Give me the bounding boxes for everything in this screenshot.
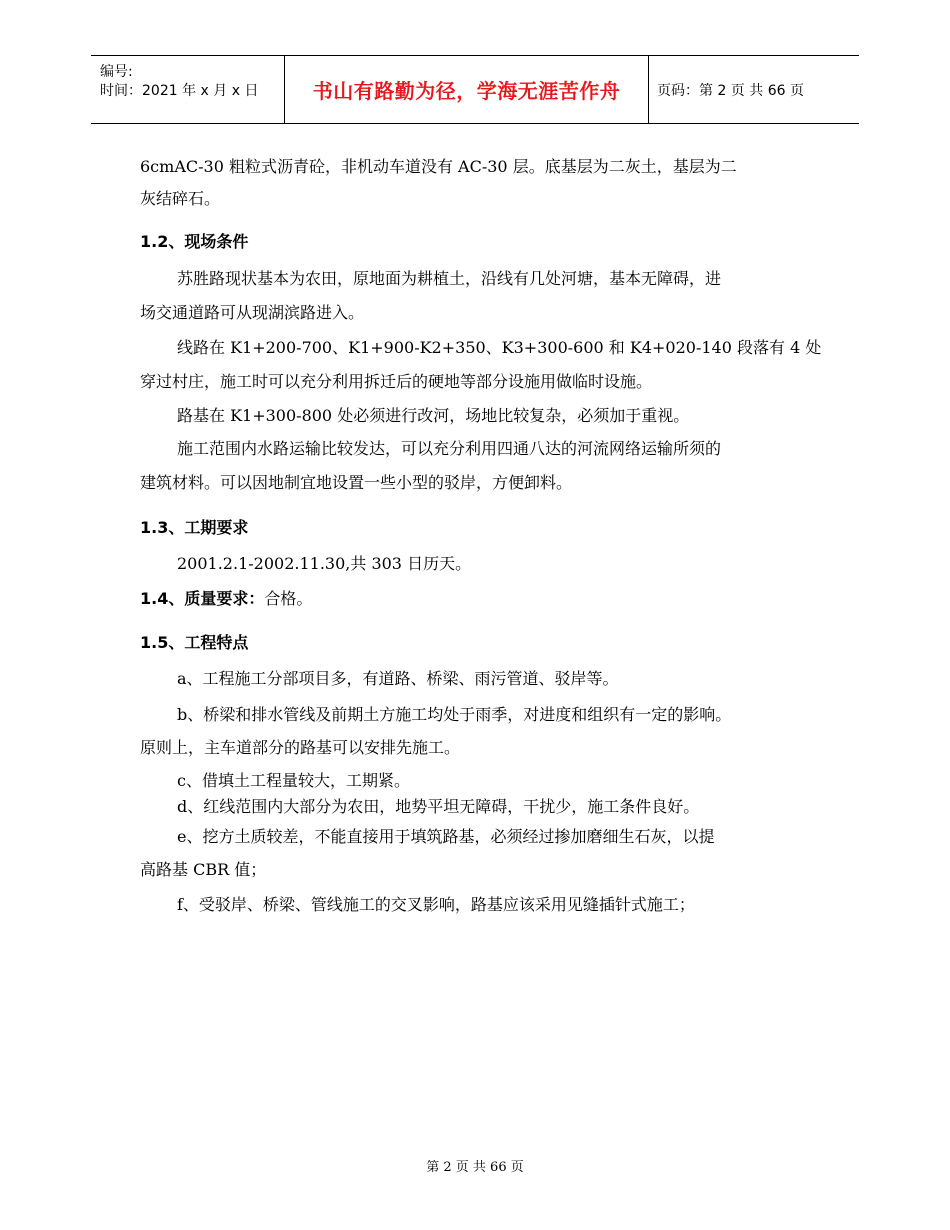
paragraph-line: 原则上，主车道部分的路基可以安排先施工。 bbox=[140, 738, 461, 757]
paragraph-line: b、桥梁和排水管线及前期土方施工均处于雨季，对进度和组织有一定的影响。 bbox=[177, 705, 732, 724]
section-heading: 1.4、质量要求： bbox=[140, 589, 265, 608]
paragraph-line: 6cmAC-30 粗粒式沥青砼，非机动车道没有 AC-30 层。底基层为二灰土，基层为二 bbox=[140, 157, 737, 176]
paragraph-line: 场交通道路可从现湖滨路进入。 bbox=[140, 303, 365, 322]
paragraph-line: 灰结碎石。 bbox=[140, 189, 221, 208]
quality-requirement bbox=[140, 589, 312, 609]
paragraph-line: a、工程施工分部项目多，有道路、桥梁、雨污管道、驳岸等。 bbox=[177, 669, 619, 688]
paragraph-line: d、红线范围内大部分为农田，地势平坦无障碍，干扰少，施工条件良好。 bbox=[177, 797, 700, 816]
paragraph-line: 建筑材料。可以因地制宜地设置一些小型的驳岸，方便卸料。 bbox=[140, 473, 573, 492]
paragraph-line: c、借填土工程量较大，工期紧。 bbox=[177, 771, 410, 790]
time-label: 时间：2021 年 x 月 x 日 bbox=[100, 83, 259, 99]
paragraph-line: 穿过村庄，施工时可以充分利用拆迁后的硬地等部分设施用做临时设施。 bbox=[140, 372, 653, 391]
page-header bbox=[91, 55, 859, 124]
paragraph-line: e、挖方土质较差，不能直接用于填筑路基，必须经过掺加磨细生石灰，以提 bbox=[177, 827, 715, 846]
paragraph-line: 线路在 K1+200-700、K1+900-K2+350、K3+300-600 和 K4+020-140 段落有 4 处 bbox=[177, 338, 822, 357]
header-meta bbox=[91, 56, 284, 123]
paragraph-line: f、受驳岸、桥梁、管线施工的交叉影响，路基应该采用见缝插针式施工； bbox=[177, 895, 695, 914]
header-motto: 书山有路勤为径，学海无涯苦作舟 bbox=[284, 56, 649, 123]
quality-value: 合格。 bbox=[264, 589, 313, 608]
paragraph-line: 高路基 CBR 值； bbox=[140, 860, 267, 879]
paragraph-line: 路基在 K1+300-800 处必须进行改河，场地比较复杂，必须加于重视。 bbox=[177, 406, 690, 425]
paragraph-line: 2001.2.1-2002.11.30,共 303 日历天。 bbox=[177, 554, 472, 573]
section-heading: 1.5、工程特点 bbox=[140, 633, 249, 652]
paragraph-line: 施工范围内水路运输比较发达，可以充分利用四通八达的河流网络运输所须的 bbox=[177, 439, 722, 458]
section-heading: 1.3、工期要求 bbox=[140, 518, 249, 537]
number-label: 编号: bbox=[100, 64, 133, 80]
paragraph-line: 苏胜路现状基本为农田，原地面为耕植土，沿线有几处河塘，基本无障碍，进 bbox=[177, 269, 722, 288]
section-heading: 1.2、现场条件 bbox=[140, 232, 249, 251]
page-footer: 第 2 页 共 66 页 bbox=[426, 1160, 524, 1175]
header-page-info: 页码：第 2 页 共 66 页 bbox=[657, 82, 804, 99]
